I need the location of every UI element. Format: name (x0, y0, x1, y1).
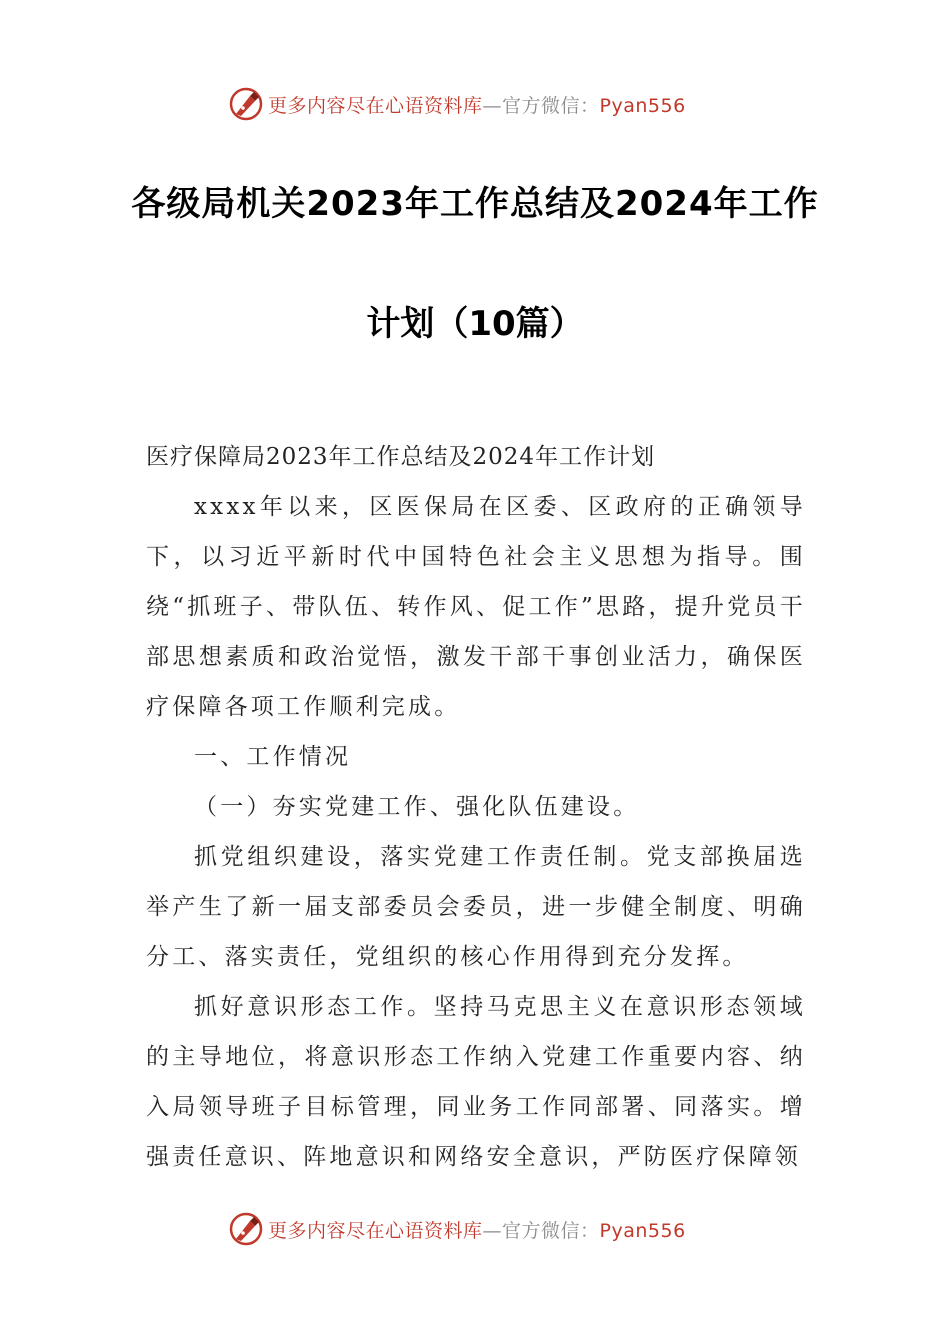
watermark-separator: — (482, 1219, 503, 1242)
document-body (146, 432, 806, 1182)
heading-work-status: 一、工作情况 (194, 744, 352, 770)
section-subheading: 医疗保障局2023年工作总结及2024年工作计划 (146, 444, 656, 470)
paragraph-party-organization: 抓党组织建设，落实党建工作责任制。党支部换届选举产生了新一届支部委员会委员，进一步健全制度、明确分工、落实责任，党组织的核心作用得到充分发挥。 (146, 844, 806, 970)
watermark-top (228, 86, 686, 122)
watermark-official-label: 官方微信： (502, 94, 600, 117)
watermark-account: Pyan556 (599, 94, 686, 117)
document-title-line1: 各级局机关2023年工作总结及2024年工作 (131, 184, 819, 224)
document-title-line2: 计划（10篇） (366, 304, 584, 344)
paragraph-intro: xxxx年以来，区医保局在区委、区政府的正确领导下，以习近平新时代中国特色社会主义思想为指导。围绕“抓班子、带队伍、转作风、促工作”思路，提升党员干部思想素质和政治觉悟，激发干部干事创业活力，确保医疗保障各项工作顺利完成。 (146, 494, 806, 720)
watermark-bottom (228, 1211, 686, 1247)
watermark-separator: — (482, 94, 503, 117)
watermark-main-text: 更多内容尽在心语资料库 (268, 1219, 483, 1242)
watermark-account: Pyan556 (599, 1219, 686, 1242)
paragraph-ideology-work: 抓好意识形态工作。坚持马克思主义在意识形态领域的主导地位，将意识形态工作纳入党建工作重要内容、纳入局领导班子目标管理，同业务工作同部署、同落实。增强责任意识、阵地意识和网络安全意识，严防医疗保障领 (146, 994, 806, 1170)
heading-party-building: （一）夯实党建工作、强化队伍建设。 (194, 794, 640, 820)
pen-nib-logo-icon (228, 1211, 264, 1247)
watermark-main-text: 更多内容尽在心语资料库 (268, 94, 483, 117)
watermark-official-label: 官方微信： (502, 1219, 600, 1242)
pen-nib-logo-icon (228, 86, 264, 122)
